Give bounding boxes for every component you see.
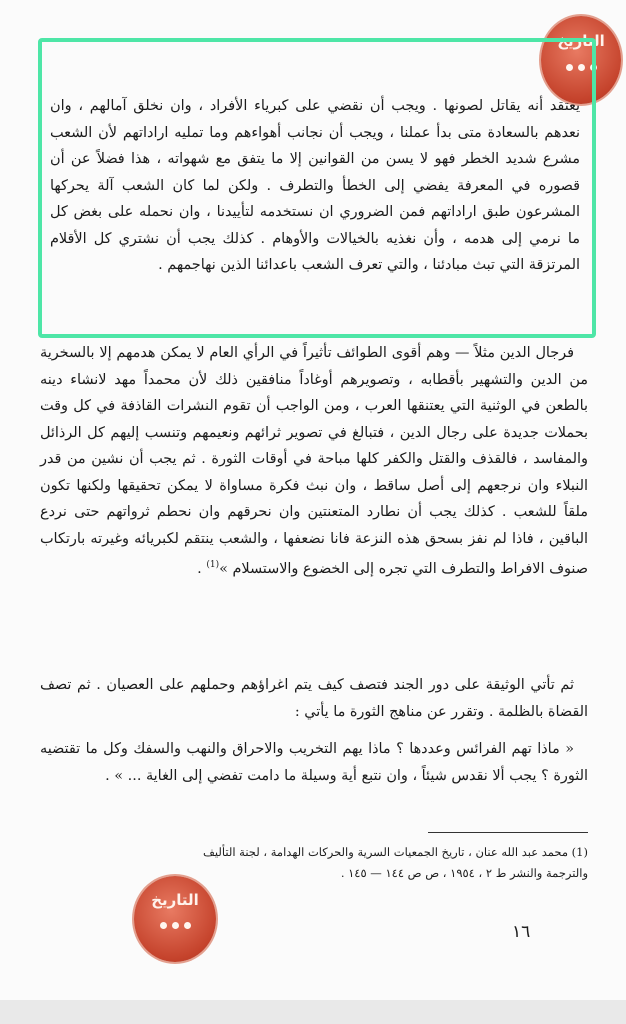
paragraph-document [40,672,588,725]
footnote-divider [428,832,588,833]
paragraph-text: يعتقد أنه يقاتل لصونها . ويجب أن نقضي على كبرياء الأفراد ، وان نخلق آمالهم ، وان نعدهم بالسعادة متى بدأ عملنا ، ويجب أن نجانب أهواءهم وما تمليه اراداتهم لأن الشعب مشرع شديد الخطر فهو لا يسن من القوانين إلا ما يتفق مع شهواته ، هذا فضلاً عن أن قصوره في المعرفة يفضي إلى الخطأ والتطرف . ولكن لما كان الشعب آلة يحركها المشرعون طبق اراداتهم فمن الضروري ان نستخدمه لتأييدنا ، وان نحمله على بغض كل ما نرمي إلى هدمه ، وأن نغذيه بالخيالات والأوهام . كذلك يجب أن نشتري كل الأقلام المرتزقة التي تبث مبادئنا ، والتي تعرف الشعب باعدائنا الذين نهاجمهم . [50,98,580,273]
paragraph-quote [40,736,588,789]
paragraph-end: . [197,560,207,577]
stamp-word: التاريخ [557,31,605,50]
footnote [40,842,588,884]
footnote-line: والترجمة والنشر ط ٢ ، ١٩٥٤ ، ص ص ١٤٤ — ١٤٥ . [340,866,588,880]
paragraph-text [40,340,588,582]
paragraph-clergy [40,340,588,582]
paragraph-text: « ماذا تهم الفرائس وعددها ؟ ماذا يهم التخريب والاحراق والنهب والسفك وكل ما تقتضيه الثورة ؟ يجب ألا نقدس شيئاً ، وان نتبع أية وسيلة ما دامت تفضي إلى الغاية ... » . [40,741,588,784]
footnote-line: (1) محمد عبد الله عنان ، تاريخ الجمعيات السرية والحركات الهدامة ، لجنة التأليف [202,845,588,859]
paragraph-highlighted [50,93,580,279]
bottom-margin [0,1000,626,1024]
paragraph-text: ثم تأتي الوثيقة على دور الجند فتصف كيف يتم اغراؤهم وحملهم على العصيان . ثم تصف القضاة بالظلمة . وتقرر عن مناهج الثورة ما يأتي : [40,677,588,720]
paragraph-body: فرجال الدين مثلاً — وهم أقوى الطوائف تأثيراً في الرأي العام لا يمكن هدمهم إلا بالسخرية من الدين والتشهير بأقطابه ، وتصويرهم أوغاداً منافقين ذلك لأن محمداً مهد لانشاء دينه بالطعن في الوثنية التي يعتنقها العرب ، ومن الواجب أن تقوم النشرات القاذفة في كل وقت بحملات جديدة على رجال الدين ، فتبالغ في تصوير ثرائهم ونعيمهم وتنسب إليهم كل الرذائل والمفاسد ، فالقذف والقتل والكفر كلها مباحة في أوقات الثورة . ثم يجب أن نشين من قدر النبلاء وان نرجعهم إلى أصل ساقط ، وان نبث فكرة مساواة لا يمكن تحقيقها ولكنها تكون ملقاً للشعب . كذلك يجب أن نطارد المتعنتين وان نحرقهم وان نحطم ثرواتهم حتى نردع الباقين ، فاذا لم نفز بسحق هذه النزعة فانا نضعفها ، والشعب ينتقم لكبريائه وغيرته بارتكاب صنوف الافراط والتطرف التي تجره إلى الخضوع والاستسلام » [40,345,588,577]
page-number: ١٦ [512,922,531,942]
watermark-stamp-bottom [134,876,216,962]
footnote-reference: (1) [206,560,220,570]
stamp-dots [134,922,216,929]
stamp-word: التاريخ [151,891,199,910]
